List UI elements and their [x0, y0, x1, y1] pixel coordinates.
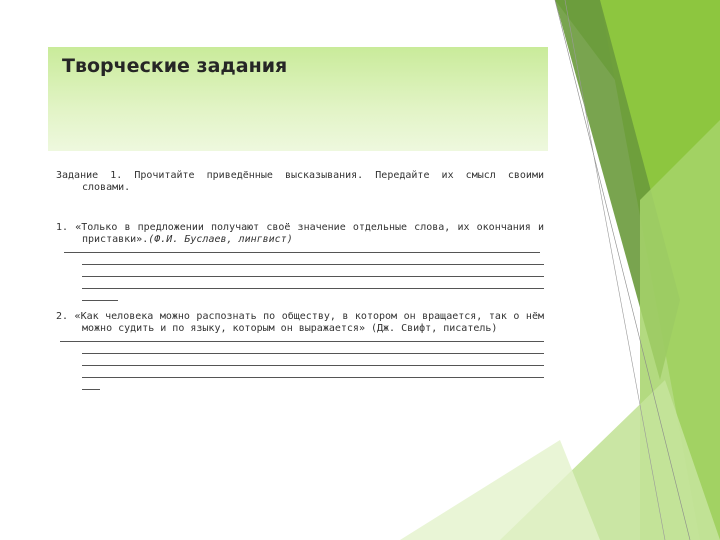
- answer-lines-1: [64, 252, 544, 301]
- quote-1-author: (Ф.И. Буслаев, лингвист): [148, 234, 293, 245]
- quote-1: [56, 222, 544, 246]
- answer-line[interactable]: [82, 276, 544, 277]
- answer-line[interactable]: [82, 365, 544, 366]
- answer-line[interactable]: [82, 264, 544, 265]
- quote-2-author: (Дж. Свифт, писатель): [364, 323, 498, 334]
- quote-2-text: «Как человека можно распознать по обществу, в котором он вращается, так о нём можно судить и по языку, которым он выражается»: [68, 311, 544, 334]
- answer-line[interactable]: [60, 341, 544, 342]
- answer-line[interactable]: [82, 288, 544, 289]
- quote-1-text: «Только в предложении получают своё значение отдельные слова, их окончания и приставки».: [68, 222, 544, 245]
- answer-line-short[interactable]: [82, 389, 100, 390]
- task-label: Задание 1.: [56, 170, 123, 181]
- content-block: [56, 170, 544, 400]
- answer-line-short[interactable]: [82, 300, 118, 301]
- task-instruction: [56, 170, 544, 194]
- task-text: Прочитайте приведённые высказывания. Передайте их смысл своими словами.: [82, 170, 544, 193]
- quote-1-number: 1.: [56, 222, 69, 233]
- bottom-pale-triangle: [400, 440, 600, 540]
- answer-lines-2: [64, 341, 544, 390]
- answer-line[interactable]: [82, 377, 544, 378]
- quote-2: [56, 311, 544, 335]
- quote-2-number: 2.: [56, 311, 69, 322]
- page-title: Творческие задания: [62, 55, 288, 77]
- answer-line[interactable]: [82, 353, 544, 354]
- answer-line[interactable]: [64, 252, 540, 253]
